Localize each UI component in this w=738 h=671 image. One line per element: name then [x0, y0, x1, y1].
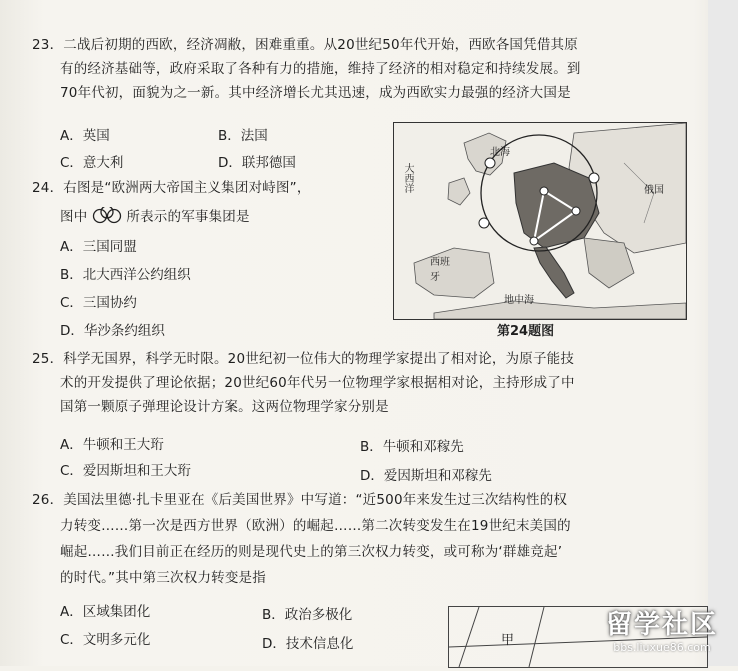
q25-line3: 国第一颗原子弹理论设计方案。这两位物理学家分别是: [60, 399, 389, 415]
figure-label-jia: 甲: [501, 633, 515, 648]
q25-option-b: B．牛顿和邓稼先: [360, 439, 464, 455]
europe-map-icon: [394, 123, 686, 319]
q23-option-a: A．英国: [60, 128, 110, 144]
q24-line2: [60, 207, 250, 226]
q23-line1: 23．二战后初期的西欧，经济凋敝，困难重重。从20世纪50年代开始，西欧各国凭借其原: [32, 37, 578, 53]
q26-option-c: C．文明多元化: [60, 632, 151, 648]
q26-line4: 的时代。”其中第三次权力转变是指: [60, 570, 266, 586]
q25-line2: 术的开发提供了理论依据；20世纪60年代另一位物理学家根据相对论，主持形成了中: [60, 375, 575, 391]
q24-option-c: C．三国协约: [60, 295, 137, 311]
q23-option-c: C．意大利: [60, 155, 124, 171]
q26-option-a: A．区域集团化: [60, 604, 151, 620]
map-label-russia: 俄国: [644, 185, 664, 196]
watermark-url: bbs.liuxue86.com: [613, 641, 711, 654]
military-bloc-symbol-icon: [92, 207, 122, 225]
page-edge: [708, 0, 738, 666]
q26-option-d: D．技术信息化: [262, 636, 354, 652]
q24-line2-b: 所表示的军事集团是: [126, 209, 250, 225]
map-label-spain: 西班牙: [430, 257, 450, 283]
q24-option-a: A．三国同盟: [60, 239, 137, 255]
q26-line3: 崛起……我们目前正在经历的则是现代史上的第三次权力转变，或可称为‘群雄竞起’: [60, 544, 563, 560]
q24-option-d: D．华沙条约组织: [60, 323, 165, 339]
q24-line2-a: 图中: [60, 209, 88, 225]
q23-line3: 70年代初，面貌为之一新。其中经济增长尤其迅速，成为西欧实力最强的经济大国是: [60, 85, 571, 101]
q25-line1: 25．科学无国界，科学无时限。20世纪初一位伟大的物理学家提出了相对论，为原子能技: [32, 351, 575, 367]
q25-option-c: C．爱因斯坦和王大珩: [60, 463, 191, 479]
europe-map-figure: [393, 122, 687, 320]
watermark-logo: [606, 604, 718, 654]
q24-line1: 24．右图是“欧洲两大帝国主义集团对峙图”，: [32, 180, 311, 196]
figure-caption: 第24题图: [497, 324, 555, 339]
q26-line2: 力转变……第一次是西方世界（欧洲）的崛起……第二次转变发生在19世纪末美国的: [60, 518, 571, 534]
map-label-mediterranean: 地中海: [504, 295, 534, 306]
q23-line2: 有的经济基础等，政府采取了各种有力的措施，维持了经济的相对稳定和持续发展。到: [60, 61, 581, 77]
q25-option-d: D．爱因斯坦和邓稼先: [360, 468, 492, 484]
q24-option-b: B．北大西洋公约组织: [60, 267, 191, 283]
q26-line1: 26．美国法里德·扎卡里亚在《后美国世界》中写道：“近500年来发生过三次结构性的权: [32, 492, 568, 508]
q25-option-a: A．牛顿和王大珩: [60, 437, 164, 453]
watermark-main: 留学社区: [605, 610, 718, 640]
map-label-atlantic: 大西洋: [402, 163, 413, 193]
q26-option-b: B．政治多极化: [262, 607, 353, 623]
q23-option-b: B．法国: [218, 128, 268, 144]
map-label-north-sea: 北海: [490, 147, 510, 158]
q23-option-d: D．联邦德国: [218, 155, 296, 171]
